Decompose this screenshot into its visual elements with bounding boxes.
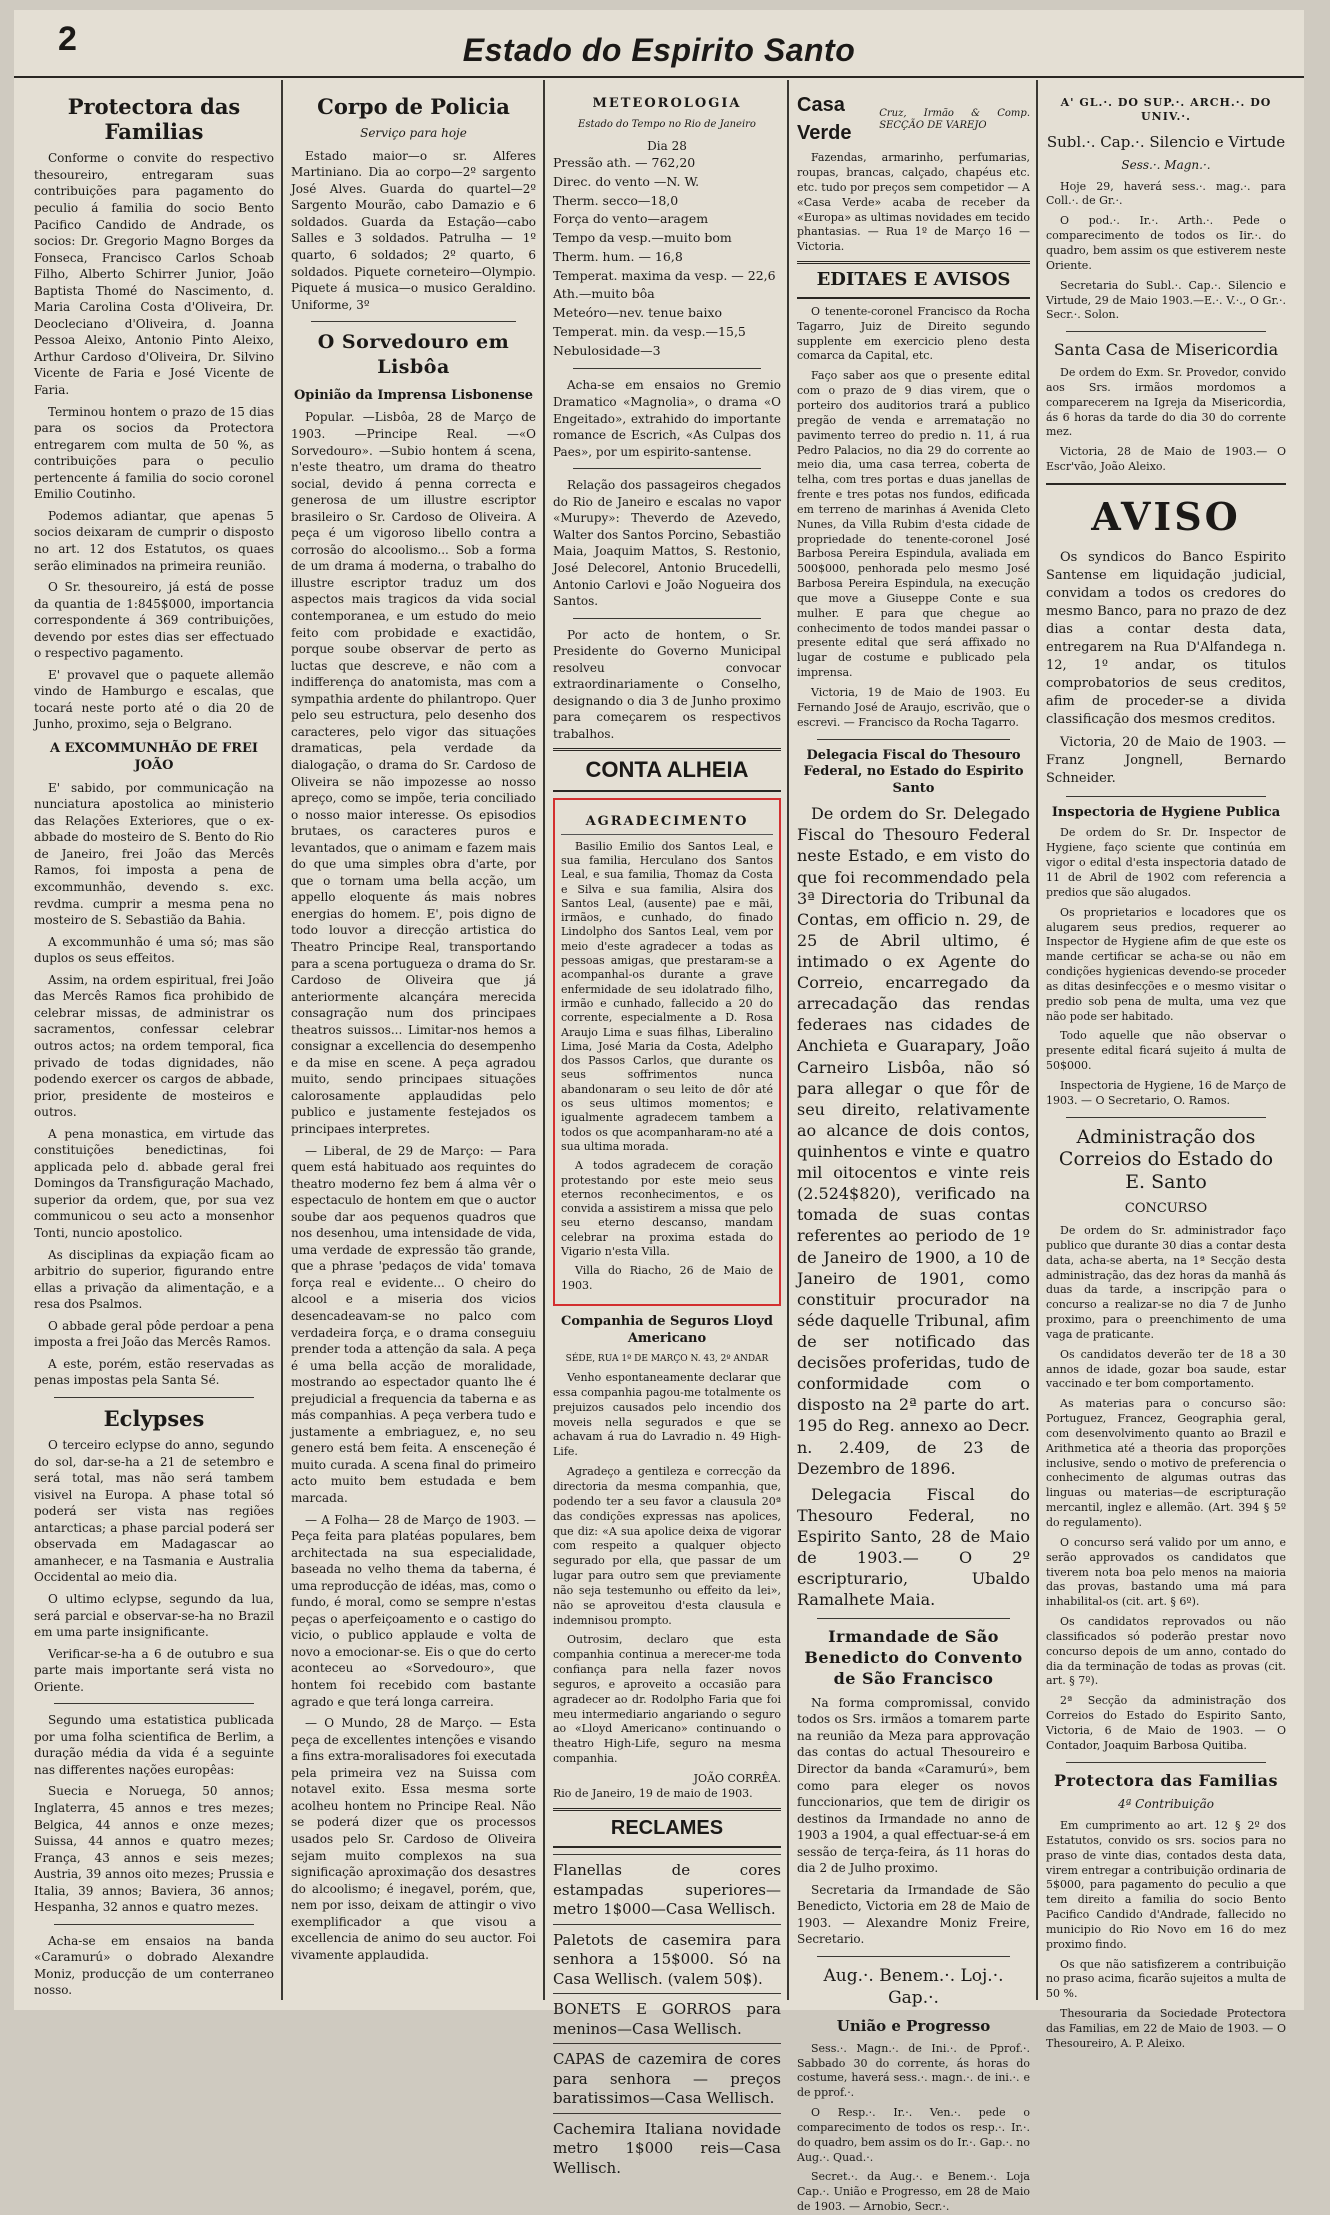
headline-hygiene: Inspectoria de Hygiene Publica — [1051, 804, 1281, 820]
subheadline: 4ª Contribuição — [1117, 1797, 1215, 1812]
weather-entry: Tempo da vesp.—muito bom — [553, 230, 732, 246]
paragraph: A este, porém, estão reservadas as penas impostas pela Santa Sé. — [34, 1356, 274, 1388]
paragraph: — Liberal, de 29 de Março: — Para quem está habituado aos requintes do theatro moderno fez bem á alma vêr o espectaculo de hontem em que o auctor soube dar aos pequenos quadros que nos desenhou, uma intensidade de vida, uma verdade de expressão tão grande, que a phrase 'pedaços de vida' tomava força real e evidente... O cheiro do alcool e a miseria dos vicios desencadeavam-se no palco com verdadeira força, e o drama conseguiu prender toda a attenção da sala. A peça é uma bella acção de moralidade, mostrando ao espectador quanto lhe é prejudicial a frequencia da taberna e as más companhias. A peça verbera tudo e justamente a embriaguez, e, no seu genero está bem feita. A ensceneção é muito curada. A scena final do primeiro acto muito bem estudada e bem marcada. — [291, 1143, 536, 1506]
date-line: Rio de Janeiro, 19 de maio de 1903. — [553, 1786, 753, 1800]
divider — [54, 1703, 254, 1704]
column-4 — [797, 88, 1030, 2214]
paragraph: O concurso será valido por um anno, e serão approvados os candidatos que tiverem nota boa pelo menos na maioria das provas, bastando uma má para inhabilital-os (cit. art. § 6º). — [1046, 1535, 1286, 1609]
weather-entry: Temperat. min. da vesp.—15,5 — [553, 323, 746, 339]
paragraph: Na forma compromissal, convido todos os Srs. irmãos a tomarem parte na reunião da Meza para approvação das contas do actual Thesoureiro e Director da banda «Caramurú», bem como para eleger os novos funccionarios, que tem de dirigir os destinos da Irmandade no anno de 1903 a 1904, a qual effectuar-se-á em sessão de terça-feira, ás 11 horas do dia 2 de Julho proximo. — [797, 1695, 1030, 1876]
paragraph: Victoria, 20 de Maio de 1903. — Franz Jongnell, Bernardo Schneider. — [1046, 734, 1286, 786]
paragraph: Os que não satisfizerem a contribuição no praso acima, ficarão sujeitos a multa de 50 %. — [1046, 1957, 1286, 2001]
paragraph: E' sabido, por communicação na nunciatura apostolica ao ministerio das Relações Exteriores, que o ex-abbade do mosteiro de S. Bento do Rio de Janeiro, frei João das Mercês Ramos, foi imposta a pena de excommunhão, devendo s. exc. revdma. cumprir a mesma pena no mosteiro de S. Sebastião da Bahia. — [34, 780, 274, 928]
weather-entry: Ath.—muito bôa — [553, 286, 655, 302]
paragraph: Hoje 29, haverá sess.·. mag.·. para Coll.·. de Gr.·. — [1046, 179, 1286, 208]
paragraph: Faço saber aos que o presente edital com o prazo de 9 dias virem, que o porteiro dos auditorios trará a publico pregão de venda e arrematação no pavimento terreo do predio n. 11, á rua Pedro Palacios, no dia 29 do corrente ao meio dia, uma casa terrea, coberta de telha, com tres portas e duas janellas de frente e tres potas nos fundos, edificada em terreno de marinhas á Avenida Cleto Nunes, da Villa Rubim d'esta cidade de propriedade do tenente-coronel José Barbosa Pereira Espindula, avaliada em 500$000, penhorada pelo mesmo José Barbosa Pereira Espindula, na execução que move a Giuseppe Conte e sua mulher. E para que chegue ao conhecimento de todos mandei passar o presente edital que será affixado no lugar de costume e publicado pela imprensa. — [797, 369, 1030, 680]
headline-santa-casa: Santa Casa de Misericordia — [1053, 340, 1279, 360]
divider — [573, 368, 761, 369]
paragraph: Relação dos passageiros chegados do Rio de Janeiro e escalas no vapor «Murupy»: Theverdo de Azevedo, Walter dos Santos Porcino, Sebastião Maia, Joaquim Mattos, S. Restonio, José Delecorel, Antonio Brucedelli, Antonio Carlovi e João Nogueira dos Santos. — [553, 478, 781, 609]
paragraph: O tenente-coronel Francisco da Rocha Tagarro, Juiz de Direito segundo supplente em exercicio pleno desta comarca da Capital, etc. — [797, 304, 1030, 363]
paragraph: Popular. —Lisbôa, 28 de Março de 1903. —Principe Real. —«O Sorvedouro». —Subio hontem á scena, n'este theatro, um drama do theatro social, devido á penna correcta e generosa de um illustre escriptor brasileiro o Sr. Cardoso de Oliveira. A peça é um vigoroso libello contra a corrosão do alcoolismo... Sob a forma de um drama á moderna, o trabalho do illustre escriptor traduz um dos aspectos mais tragicos da vida social contemporanea, e um estudo do meio feito com probidade e exactidão, porque soube observar de perto as luctas que descreve, e não com a indifferença do anatomista, mas com a sympathia ardente do philantropo. Quer pelo seu estructura, pelo desenho dos caracteres, pelo vigor das situações dramaticas, pela verdade da dialogação, o drama do Sr. Cardoso de Oliveira se não impozesse ao nosso apreço, como se impõe, teria conciliado o nosso maior interesse. Os episodios brutaes, os caracteres puros e levantados, que o animam e fazem mais do que uma simples obra d'arte, por que o tornam uma bella acção, um appello eloquente ás mais nobres energias do homem. E', pois digno de todo louvor a direcção artistica do Theatro Principe Real, transportando para a scena portugueza o drama do Sr. Cardoso de Oliveira que já anteriormente alcançára merecida consagração num dos principaes theatros suissos... Limitar-nos hemos a consignar a excellencia do desempenho e da mise en scene. A peça agradou muito, sendo principaes situações calorosamente applaudidas pelo publico e justamente festejados os principaes interpretes. — [291, 410, 536, 1136]
paragraph: Suecia e Noruega, 50 annos; Inglaterra, 45 annos e tres mezes; Belgica, 44 annos e onze mezes; Suissa, 44 annos e quatro mezes; França, 43 annos e seis mezes; Austria, 39 annos oito mezes; Prussia e Italia, 39 annos; Baviera, 36 annos; Hespanha, 32 annos e quatro mezes. — [34, 1784, 274, 1915]
weather-entry: Therm. secco—18,0 — [553, 192, 679, 208]
newspaper-title: Estado do Espirito Santo — [462, 32, 856, 68]
subheadline: Subl.·. Cap.·. Silencio e Virtude — [1046, 132, 1286, 151]
ad-cachemira: Cachemira Italiana novidade metro 1$000 reis—Casa Wellisch. — [553, 2113, 781, 2183]
subheadline: SÉDE, RUA 1º DE MARÇO N. 43, 2º ANDAR — [565, 1353, 769, 1364]
subheadline: Opinião da Imprensa Lisbonense — [293, 387, 534, 403]
headline-corpo-policia: Corpo de Policia — [317, 94, 510, 119]
paragraph: E' provavel que o paquete allemão vindo de Hamburgo e escalas, que tocará neste porto até o dia 20 de Junho, proximo, seja o Belgrano. — [34, 667, 274, 732]
agradecimento-box — [553, 798, 781, 1306]
paragraph: De ordem do Sr. Delegado Fiscal do Thesouro Federal neste Estado, e em visto do que foi recommendado pela 3ª Directoria do Tribunal da Contas, em officio n. 29, de 25 de Abril ultimo, é intimado o ex Agente do Correio, encarregado da arrecadação das rendas federaes nas cidades de Anchieta e Guarapary, João Carneiro Lisbôa, não só para allegar o que fôr de seu direito, relativamente ao alcance de dois contos, quinhentos e vinte e quatro mil oitocentos e vinte reis (2.524$820), verificado na tomada de suas contas referentes ao periodo de 1º de Janeiro de 1900, a 10 de Janeiro de 1901, como constituir procurador na séde daquelle Tribunal, afim de ser notificado das decisões proferidas, tudo de conformidade com o disposto na 2ª parte do art. 195 do Reg. annexo ao Decr. n. 2.409, de 23 de Dezembro de 1896. — [797, 804, 1030, 1478]
paragraph: Acha-se em ensaios no Gremio Dramatico «Magnolia», o drama «O Engeitado», extrahido do importante romance de Escrich, «As Culpas dos Paes», por um espirito-santense. — [553, 378, 781, 459]
paragraph: As disciplinas da expiação ficam ao arbitrio do superior, figurando entre ellas a privação da alimentação, e a resa dos Psalmos. — [34, 1247, 274, 1312]
paragraph: Victoria, 19 de Maio de 1903. Eu Fernando José de Araujo, escrivão, que o escrevi. — Francisco da Rocha Tagarro. — [797, 686, 1030, 729]
paragraph: Terminou hontem o prazo de 15 dias para os socios da Protectora entregarem com multa de 50 %, as contribuições para o peculio pertencente á familia do socio coronel Emilio Coutinho. — [34, 404, 274, 502]
paragraph: Outrosim, declaro que esta companhia continua a merecer-me toda confiança para nella fazer novos seguros, e aproveito a occasião para agradecer ao dr. Rodolpho Faria que foi meu intermediario angariando o seguro ao «Lloyd Americano» continuando o theatro High-Life, seguro na mesma companhia. — [553, 1633, 781, 1766]
paragraph: Todo aquelle que não observar o presente edital ficará sujeito á multa de 50$000. — [1046, 1029, 1286, 1073]
paragraph: Venho espontaneamente declarar que essa companhia pagou-me totalmente os prejuizos causados pelo incendio dos moveis nella segurados e que se achavam á rua do Lavradio n. 49 High-Life. — [553, 1371, 781, 1459]
headline-gl: A' GL.·. DO SUP.·. ARCH.·. DO UNIV.·. — [1060, 96, 1272, 124]
divider — [311, 321, 516, 322]
subheadline: Estado do Tempo no Rio de Janeiro — [578, 118, 756, 130]
paragraph: Por acto de hontem, o Sr. Presidente do Governo Municipal resolveu convocar extraordinariamente o Conselho, designando o dia 3 de Junho proximo para começarem os respectivos trabalhos. — [553, 627, 781, 741]
headline-correios: Administração dos Correios do Estado do E. Santo — [1058, 1125, 1274, 1194]
paragraph: Os candidatos reprovados ou não classificados só poderão prestar novo concurso depois de um anno, contado do dia da terminação de todas as provas (cit. art. § 7º). — [1046, 1615, 1286, 1688]
weather-entry: Therm. hum. — 16,8 — [553, 248, 683, 264]
paragraph: As materias para o concurso são: Portuguez, Francez, Geographia geral, com desenvolvimento quanto ao Brazil e Arithmetica até a theoria das proporções inclusive, sendo o motivo de preferencia o conhecimento de algumas outras das linguas ou materias—de escripturação mercantil, inglez e allemão. (Art. 394 § 5º do regulamento). — [1046, 1397, 1286, 1529]
headline-agradecimento: AGRADECIMENTO — [561, 814, 773, 835]
weather-entry: Meteóro—nev. tenue baixo — [553, 305, 723, 321]
divider — [54, 1924, 254, 1925]
ad-bonets: BONETS E GORROS para meninos—Casa Wellisch. — [553, 1993, 781, 2043]
headline-uniao: União e Progresso — [836, 2017, 991, 2036]
divider — [817, 739, 1010, 740]
paragraph: De ordem do Sr. Dr. Inspector de Hygiene, faço sciente que continúa em vigor o edital d'esta inspectoria datado de 11 de Abril de 1902 com referencia a predios que são alugados. — [1046, 826, 1286, 899]
weather-entry: Pressão ath. — 762,20 — [553, 155, 696, 171]
column-5 — [1046, 88, 1286, 2050]
paragraph: Agradeço a gentileza e correcção da directoria da mesma companhia, que, podendo ter a seu favor a clausula 20ª das condições expressas nas apolices, que diz: «A sua apolice deixa de vigorar com respeito a qualquer objecto segurado por ella, que passar de um lugar para outro sem que previamente não seja testemunho ou effeito da lei», não se aproveitou d'esta clausula e indemnisou prompto. — [553, 1465, 781, 1627]
paragraph: Sess.·. Magn.·. de Ini.·. de Pprof.·. Sabbado 30 do corrente, ás horas do costume, haverá sess.·. magn.·. de ini.·. e de pprof.·. — [797, 2041, 1030, 2100]
paragraph: — O Mundo, 28 de Março. — Esta peça de excellentes intenções e visando a fins extra-moralisadores foi executada pela primeira vez na Suissa com notavel exito. Essa mesma sorte acolheu hontem no Principe Real. Não se poderá dizer que os processos usados pelo Sr. Cardoso de Oliveira sejam muito complexos na sua significação aproximação dos desastres do alcoolismo; é inegavel, porém, que, nem por isso, deixam de attingir o vivo exemplificador a que visou a excellencia de animo do seu auctor. Foi vivamente applaudida. — [291, 1716, 536, 1962]
divider — [817, 1618, 1010, 1619]
headline-aug: Aug.·. Benem.·. Loj.·. Gap.·. — [823, 1965, 1004, 2009]
divider — [817, 1956, 1010, 1957]
headline-sorvedouro: O Sorvedouro em Lisbôa — [317, 331, 510, 378]
divider — [1066, 796, 1266, 797]
column-3 — [553, 88, 781, 2177]
casa-verde-header — [797, 92, 1030, 147]
paragraph: Os syndicos do Banco Espirito Santense em liquidação judicial, convidam a todos os credores do mesmo Banco, para no prazo de dez dias a contar desta data, entregarem na Rua D'Alfandega n. 12, 1º andar, os titulos comprobatorios de seus creditos, afim de proceder-se a divida classificação dos mesmos creditos. — [1046, 550, 1286, 727]
subheadline: Sess.·. Magn.·. — [1121, 158, 1211, 173]
masthead — [14, 16, 1304, 78]
column-rule — [1036, 80, 1038, 2000]
paragraph: Assim, na ordem espiritual, frei João das Mercês Ramos fica prohibido de celebrar missas, de administrar os sacramentos, confessar celebrar outros actos; na ordem temporal, fica privado de todas dignidades, não podendo exercer os cargos de abbade, prior, presidente de mosteiros e outros. — [34, 972, 274, 1120]
divider — [1066, 1762, 1266, 1763]
casa-verde-side: Cruz, Irmão & Comp. SECÇÃO DE VAREJO — [879, 107, 1030, 131]
headline-excommunhao: A EXCOMMUNHÃO DE FREI JOÃO — [50, 740, 258, 773]
headline-reclames: RECLAMES — [553, 1808, 781, 1849]
divider — [54, 1397, 254, 1398]
divider — [573, 468, 761, 469]
weather-entry: Temperat. maxima da vesp. — 22,6 — [553, 267, 776, 283]
paragraph: Secretaria da Irmandade de São Benedicto, Victoria em 28 de Maio de 1903. — Alexandre Moniz Freire, Secretario. — [797, 1882, 1030, 1947]
paragraph: A excommunhão é uma só; mas são duplos os seus effeitos. — [34, 934, 274, 966]
column-1 — [34, 88, 274, 1998]
headline-protectora-2: Protectora das Familias — [1054, 1770, 1278, 1790]
paragraph: Basilio Emilio dos Santos Leal, e sua familia, Herculano dos Santos Leal, e sua familia, Thomaz da Costa e Silva e sua familia, Alsira dos Santos Leal, (ausente) pae e mãi, irmãos, e cunhado, do finado Lindolpho dos Santos Leal, vem por meio d'este agradecer a todas as pessoas amigas, que prestaram-se a acompanhal-os durante a grave enfermidade de seu idolatrado filho, irmão e cunhado, fallecido a 20 do corrente, especialmente a D. Rosa Araujo Lima e suas filhas, Liberalino Lima, José Maria da Costa, Adelpho dos Passos Carlos, que durante os seus soffrimentos nunca abandonaram o seu leito de dôr até os seus ultimos momentos; e igualmente agradecem tambem a todos os que acompanharam-no até a sua ultima morada. — [561, 839, 773, 1153]
headline-lloyd: Companhia de Seguros Lloyd Americano — [561, 1313, 773, 1346]
signature: JOÃO CORRÊA. — [693, 1772, 781, 1785]
paragraph: Victoria, 28 de Maio de 1903.— O Escr'vão, João Aleixo. — [1046, 445, 1286, 474]
paragraph: Fazendas, armarinho, perfumarias, roupas, brancas, calçado, chapéus etc. etc. tudo por preços sem competidor — A «Casa Verde» acaba de receber da «Europa» as ultimas novidades em tecido phantasias. — Rua 1º de Março 16 — Victoria. — [797, 151, 1030, 254]
column-rule — [543, 80, 545, 2000]
paragraph: Os proprietarios e locadores que os alugarem seus predios, requerer ao Inspector de Hygiene afim de que este os mande certificar se acha-se ou não em condições hygienicas devendo-se proceder as ditas desinfecções e o mesmo visitar o predio sob pena de multa, uma vez que não pode ser habitado. — [1046, 905, 1286, 1023]
paragraph: Acha-se em ensaios na banda «Caramurú» o dobrado Alexandre Moniz, producção de um conterraneo nosso. — [34, 1933, 274, 1998]
paragraph: Em cumprimento ao art. 12 § 2º dos Estatutos, convido os srs. socios para no praso de vinte dias, contados desta data, virem entregar a contribuição ordinaria de 5$000, para pagamento do peculio a que tem direito a familia do socio Bento Pacifico Candido d'Andrade, fallecido no municipio do Rio Novo em 16 do mez proximo findo. — [1046, 1819, 1286, 1951]
weather-entry: Direc. do vento —N. W. — [553, 173, 700, 189]
weather-entry: Força do vento—aragem — [553, 211, 709, 227]
headline-conta-alheia: CONTA ALHEIA — [553, 748, 781, 791]
ad-flanellas: Flanellas de cores estampadas superiores—metro 1$000—Casa Wellisch. — [553, 1854, 781, 1924]
divider — [1066, 331, 1266, 332]
column-rule — [281, 80, 283, 2000]
paragraph: Delegacia Fiscal do Thesouro Federal, no Espirito Santo, 28 de Maio de 1903.— O 2º escripturario, Ubaldo Ramalhete Maia. — [797, 1484, 1030, 1610]
paragraph: O pod.·. Ir.·. Arth.·. Pede o comparecimento de todos os Iir.·. do quadro, bem assim os que estiverem neste Oriente. — [1046, 214, 1286, 272]
paragraph: O ultimo eclypse, segundo da lua, será parcial e observar-se-ha no Brazil em uma parte insignificante. — [34, 1592, 274, 1640]
paragraph: Conforme o convite do respectivo thesoureiro, entregaram suas contribuições para pagamento do peculio á familia do socio Bento Pacifico Candido de Andrade, os socios: Dr. Gregorio Magno Borges da Fonseca, Francisco Carlos Schoab Filho, Alberto Schirrer Junior, João Baptista Thomé do Nascimento, d. Maria Carolina Costa d'Oliveira, Dr. Deocleciano d'Oliveira, d. Joanna Pessoa Aleixo, Antonio Pinto Aleixo, Arthur Cardoso d'Oliveira, Dr. Silvino Vicente de Faria e José Vicente de Faria. — [34, 151, 274, 398]
paragraph: O Sr. thesoureiro, já está de posse da quantia de 1:845$000, importancia correspondente á 369 contribuições, devendo por estes dias ser effectuado o respectivo pagamento. — [34, 580, 274, 661]
divider — [1066, 1117, 1266, 1118]
paragraph: Inspectoria de Hygiene, 16 de Março de 1903. — O Secretario, O. Ramos. — [1046, 1078, 1286, 1107]
paragraph: 2ª Secção da administração dos Correios do Estado do Espirito Santo, Victoria, 6 de Maio de 1903. — O Contador, Joaquim Barbosa Quitiba. — [1046, 1694, 1286, 1752]
ad-paletots: Paletots de casemira para senhora a 15$000. Só na Casa Wellisch. (valem 50$). — [553, 1924, 781, 1994]
paragraph: Os candidatos deverão ter de 18 a 30 annos de idade, gozar boa saude, estar vaccinado e ter bom comportamento. — [1046, 1347, 1286, 1391]
paragraph: — A Folha— 28 de Março de 1903. — Peça feita para platéas populares, bem architectada na sua especialidade, baseada no velho thema da taberna, é uma reproducção de idéas, mas, como o fundo, é moral, como se sempre n'estas peças o aperfeiçoamento e o castigo do vicio, o publico applaude e volta de novo a emocionar-se. Eis o que do certo aconteceu ao «Sorvedouro», que hontem foi recebido com bastante agrado e que terá longa carreira. — [291, 1512, 536, 1709]
column-2 — [291, 88, 536, 1998]
headline-protectora: Protectora das Familias — [67, 94, 241, 145]
paragraph: O Resp.·. Ir.·. Ven.·. pede o comparecimento de todos os resp.·. Ir.·. do quadro, bem assim os do Ir.·. Gap.·. no Aug.·. Quad.·. — [797, 2106, 1030, 2164]
paragraph: Secretaria do Subl.·. Cap.·. Silencio e Virtude, 29 de Maio 1903.—E.·. V.·., O Gr.·. Secr.·. Solon. — [1046, 278, 1286, 322]
paragraph: Segundo uma estatistica publicada por uma folha scientifica de Berlim, a duração média da vida é a seguinte nas differentes nações europêas: — [34, 1713, 274, 1777]
paragraph: Thesouraria da Sociedade Protectora das Familias, em 22 de Maio de 1903. — O Thesoureiro, A. P. Aleixo. — [1046, 2007, 1286, 2050]
paragraph: De ordem do Exm. Sr. Provedor, convido aos Srs. irmãos mordomos a comparecerem na Igreja da Misericordia, ás 6 horas da tarde do dia 30 do corrente mez. — [1046, 366, 1286, 439]
paragraph: Verificar-se-ha a 6 de outubro e sua parte mais importante será vista no Oriente. — [34, 1646, 274, 1694]
paragraph: Villa do Riacho, 26 de Maio de 1903. — [561, 1264, 773, 1292]
weather-date: Dia 28 — [647, 138, 687, 153]
page-number: 2 — [58, 20, 77, 58]
headline-eclypses: Eclypses — [103, 1405, 205, 1431]
paragraph: A todos agradecem de coração protestando por este meio seus eternos reconhecimentos, e os convida a assistirem a missa que pelo seu eterno descanso, mandam celebrar na proxima estada do Vigario n'esta Villa. — [561, 1159, 773, 1258]
subheadline: Serviço para hoje — [360, 126, 467, 141]
paragraph: De ordem do Sr. administrador faço publico que durante 30 dias a contar desta data, acha-se aberta, na 1ª Secção desta administração, das dez horas da manhã ás duas da tarde, a inscripção para o concurso a realizar-se no dia 7 de Junho proximo, para o preenchimento de uma vaga de praticante. — [1046, 1223, 1286, 1341]
newspaper-page — [14, 10, 1304, 2214]
paragraph: A pena monastica, em virtude das constituições benedictinas, foi applicada pelo d. abbade geral frei Domingos da Transfiguração Machado, superior da ordem, que, por sua vez communicou o seu acto a monsenhor Tonti, nuncio apostolico. — [34, 1126, 274, 1240]
divider — [573, 618, 761, 619]
headline-irmandade: Irmandade de São Benedicto do Convento de São Francisco — [804, 1627, 1023, 1688]
headline-casa-verde: Casa Verde — [797, 94, 852, 144]
headline-aviso: AVISO — [1046, 483, 1286, 543]
paragraph: Secret.·. da Aug.·. e Benem.·. Loja Cap.·. União e Progresso, em 28 de Maio de 1903. — Arnobio, Secr.·. — [797, 2170, 1030, 2214]
ad-capas: CAPAS de cazemira de cores para senhora — preços baratissimos—Casa Wellisch. — [553, 2043, 781, 2113]
paragraph: O abbade geral pôde perdoar a pena imposta a frei João das Mercês Ramos. — [34, 1318, 274, 1350]
weather-list — [553, 154, 781, 360]
headline-delegacia: Delegacia Fiscal do Thesouro Federal, no Estado do Espirito Santo — [803, 747, 1024, 797]
paragraph: Estado maior—o sr. Alferes Martiniano. Dia ao corpo—2º sargento José Alves. Guarda do quartel—2º Sargento Mourão, cabo Damazio e 6 soldados. Guarda da Estação—cabo Salles e 3 soldados. Patrulha — 1º quarto, 6 soldados; 2º quarto, 6 soldados. Piquete corneteiro—Olympio. Piquete á musica—o musico Geraldino. Uniforme, 3º — [291, 148, 536, 312]
headline-editaes: EDITAES E AVISOS — [797, 261, 1030, 299]
paragraph: O terceiro eclypse do anno, segundo do sol, dar-se-ha a 21 de setembro e será total, mas não será tambem visivel na Europa. A phase total só poderá ser vista nas regiões antarcticas; a phase parcial poderá ser observada em Madagascar ao amanhecer, e na Tasmania e Australia Occidental ao meio dia. — [34, 1438, 274, 1585]
headline-meteorologia: METEOROLOGIA — [592, 96, 742, 111]
column-rule — [787, 80, 789, 2000]
paragraph: Podemos adiantar, que apenas 5 socios deixaram de cumprir o disposto no art. 12 dos Estatutos, os quaes serão eliminados na primeira reunião. — [34, 508, 274, 573]
weather-entry: Nebulosidade—3 — [553, 342, 661, 358]
subheadline: CONCURSO — [1124, 1201, 1208, 1217]
